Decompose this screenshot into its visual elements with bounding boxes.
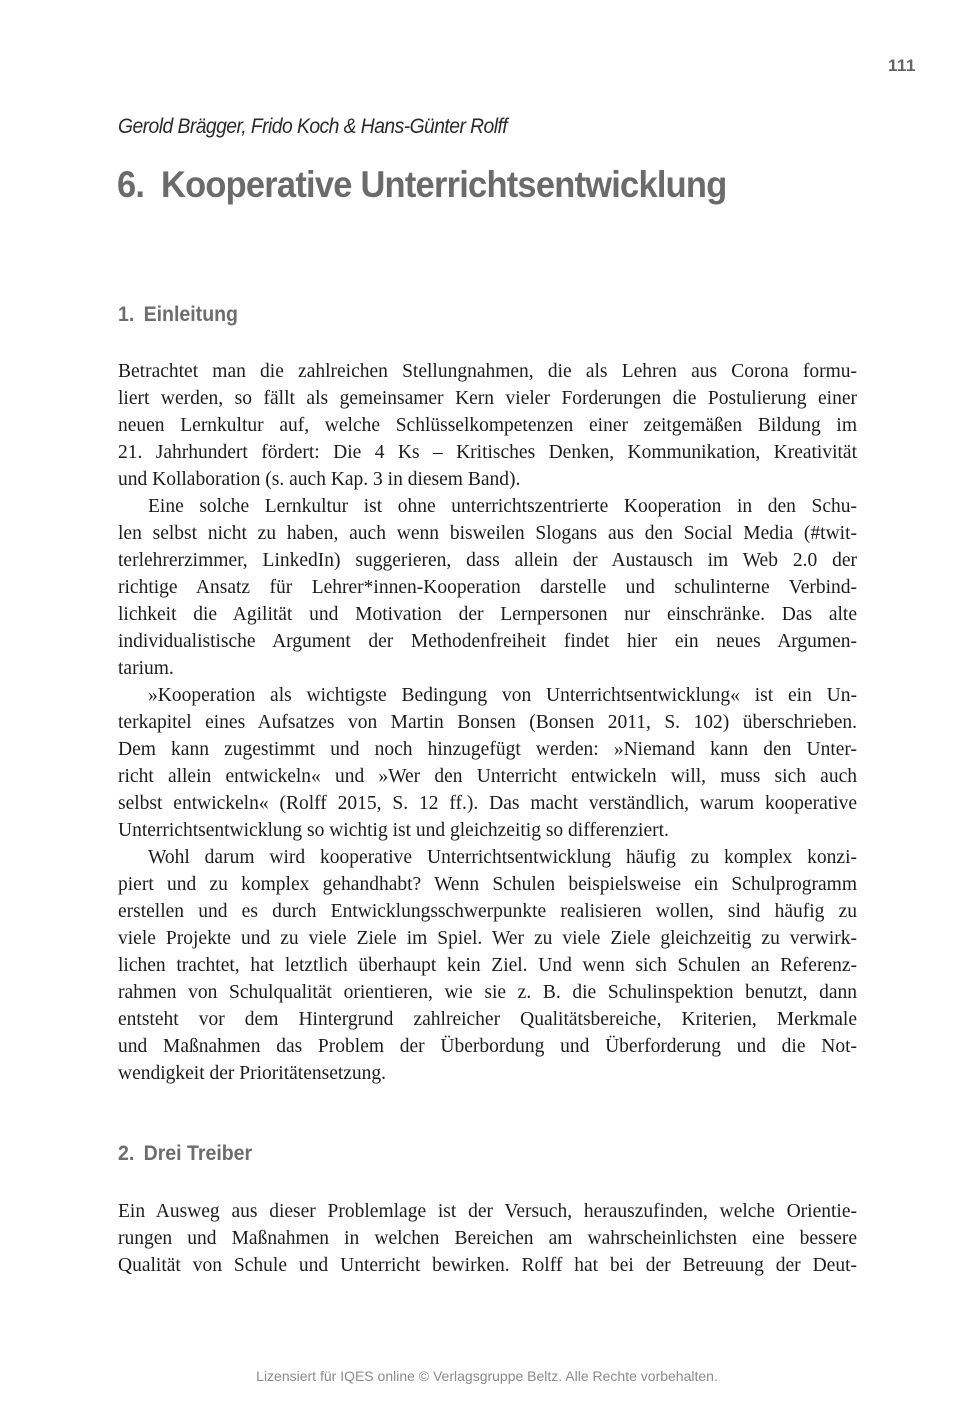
text-line: tarium. bbox=[118, 658, 174, 679]
section-body-einleitung bbox=[118, 358, 857, 1087]
paragraph bbox=[118, 493, 857, 682]
paragraph bbox=[118, 682, 857, 844]
section-title: Drei Treiber bbox=[143, 1142, 253, 1165]
text-line: Ein Ausweg aus dieser Problemlage ist der Versuch, herauszufinden, welche Orientie- bbox=[118, 1201, 857, 1222]
text-line: erstellen und es durch Entwicklungsschwerpunkte realisieren wollen, sind häufig zu bbox=[118, 901, 857, 922]
chapter-authors: Gerold Brägger, Frido Koch & Hans-Günter Rolff bbox=[118, 115, 508, 138]
text-line: 21. Jahrhundert fördert: Die 4 Ks – Kritisches Denken, Kommunikation, Kreativität bbox=[118, 442, 857, 463]
text-line: Unterrichtsentwicklung so wichtig ist und gleichzeitig so differenziert. bbox=[118, 820, 669, 841]
text-line: Wohl darum wird kooperative Unterrichtsentwicklung häufig zu komplex konzi- bbox=[148, 847, 857, 868]
text-line: Qualität von Schule und Unterricht bewirken. Rolff hat bei der Betreuung der Deut- bbox=[118, 1255, 857, 1276]
chapter-title-text: Kooperative Unterrichtsentwicklung bbox=[160, 164, 727, 205]
text-line: »Kooperation als wichtigste Bedingung von Unterrichtsentwicklung« ist ein Un- bbox=[148, 685, 857, 706]
page-number: 111 bbox=[888, 56, 916, 75]
paragraph bbox=[118, 358, 857, 493]
text-line: und Kollaboration (s. auch Kap. 3 in diesem Band). bbox=[118, 469, 521, 490]
text-line: terkapitel eines Aufsatzes von Martin Bonsen (Bonsen 2011, S. 102) überschrieben. bbox=[118, 712, 857, 733]
license-footer: Lizensiert für IQES online © Verlagsgruppe Beltz. Alle Rechte vorbehalten. bbox=[256, 1368, 718, 1384]
paragraph bbox=[118, 844, 857, 1087]
section-heading-einleitung bbox=[118, 303, 238, 327]
paragraph bbox=[118, 1198, 857, 1279]
text-line: liert werden, so fällt als gemeinsamer Kern vieler Forderungen die Postulierung einer bbox=[118, 388, 857, 409]
text-line: len selbst nicht zu haben, auch wenn bisweilen Slogans aus den Social Media (#twit- bbox=[118, 523, 857, 544]
section-heading-drei-treiber bbox=[118, 1142, 252, 1166]
text-line: individualistische Argument der Methodenfreiheit findet hier ein neues Argumen- bbox=[118, 631, 857, 652]
text-line: lichkeit die Agilität und Motivation der Lernpersonen nur einschränke. Das alte bbox=[118, 604, 857, 625]
text-line: piert und zu komplex gehandhabt? Wenn Schulen beispielsweise ein Schulprogramm bbox=[118, 874, 857, 895]
text-line: entsteht vor dem Hintergrund zahlreicher Qualitätsbereiche, Kriterien, Merkmale bbox=[118, 1009, 857, 1030]
section-number: 1. bbox=[118, 303, 135, 326]
text-line: terlehrerzimmer, LinkedIn) suggerieren, dass allein der Austausch im Web 2.0 der bbox=[118, 550, 857, 571]
text-line: Dem kann zugestimmt und noch hinzugefügt werden: »Niemand kann den Unter- bbox=[118, 739, 857, 760]
text-line: Betrachtet man die zahlreichen Stellungnahmen, die als Lehren aus Corona formu- bbox=[118, 361, 857, 382]
text-line: wendigkeit der Prioritätensetzung. bbox=[118, 1063, 387, 1084]
chapter-title bbox=[117, 164, 726, 206]
chapter-number: 6. bbox=[117, 164, 145, 205]
text-line: selbst entwickeln« (Rolff 2015, S. 12 ff.). Das macht verständlich, warum kooperative bbox=[118, 793, 857, 814]
text-line: richt allein entwickeln« und »Wer den Unterricht entwickeln will, muss sich auch bbox=[118, 766, 857, 787]
section-body-drei-treiber bbox=[118, 1198, 857, 1279]
section-title: Einleitung bbox=[143, 303, 238, 326]
text-line: lichen trachtet, hat letztlich überhaupt kein Ziel. Und wenn sich Schulen an Referenz- bbox=[118, 955, 857, 976]
text-line: und Maßnahmen das Problem der Überbordung und Überforderung und die Not- bbox=[118, 1036, 857, 1057]
text-line: Eine solche Lernkultur ist ohne unterrichtszentrierte Kooperation in den Schu- bbox=[148, 496, 857, 517]
text-line: rungen und Maßnahmen in welchen Bereichen am wahrscheinlichsten eine bessere bbox=[118, 1228, 857, 1249]
text-line: rahmen von Schulqualität orientieren, wie sie z. B. die Schulinspektion benutzt, dann bbox=[118, 982, 857, 1003]
section-number: 2. bbox=[118, 1142, 135, 1165]
text-line: richtige Ansatz für Lehrer*innen-Kooperation darstelle und schulinterne Verbind- bbox=[118, 577, 857, 598]
text-line: viele Projekte und zu viele Ziele im Spiel. Wer zu viele Ziele gleichzeitig zu verwirk- bbox=[118, 928, 857, 949]
text-line: neuen Lernkultur auf, welche Schlüsselkompetenzen einer zeitgemäßen Bildung im bbox=[118, 415, 857, 436]
